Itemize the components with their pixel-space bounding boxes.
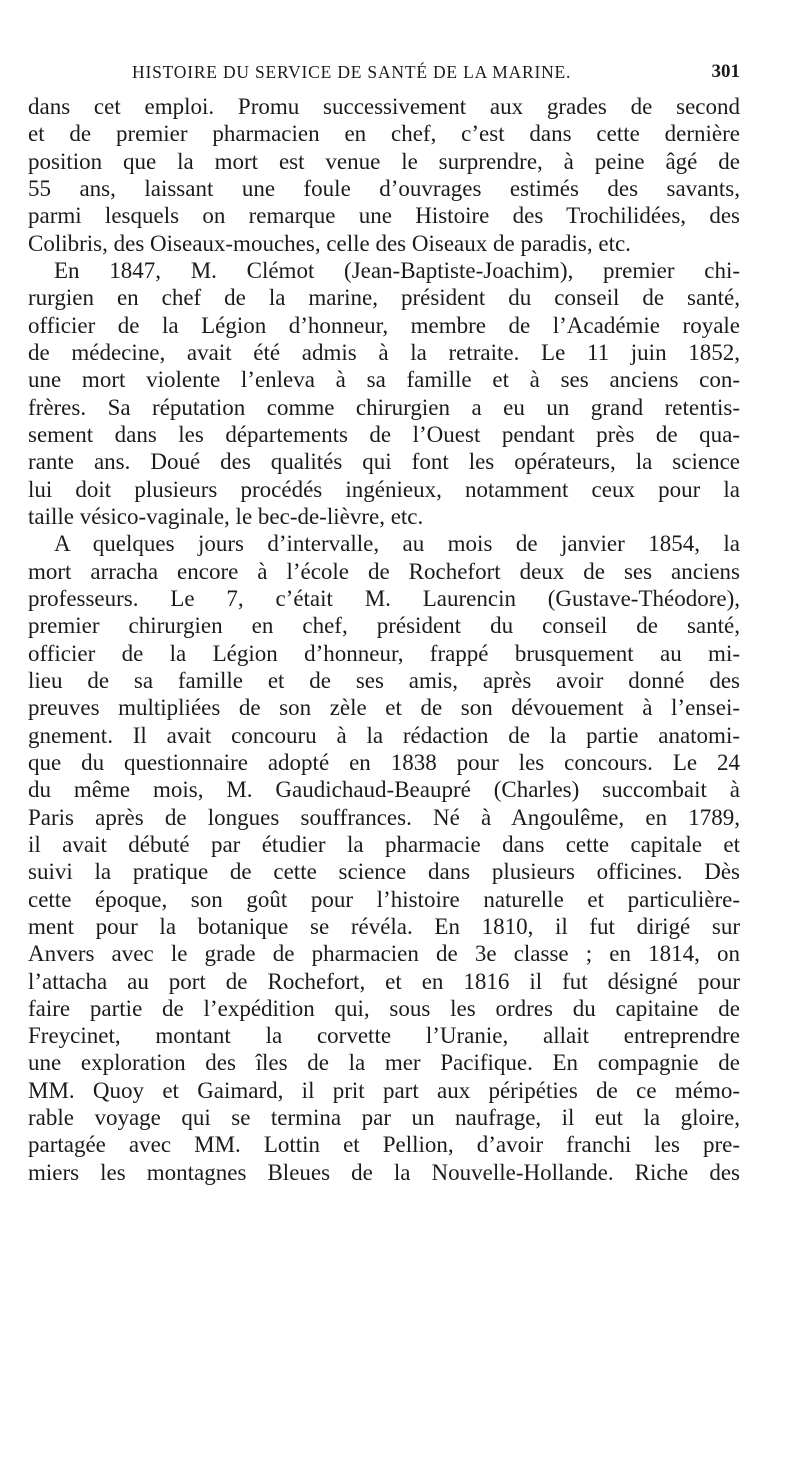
- text-line: de médecine, avait été admis à la retraite. Le 11 juin 1852,: [28, 339, 740, 365]
- text-line: officier de la Légion d’honneur, membre de l’Académie royale: [28, 312, 740, 338]
- text-line: taille vésico-vaginale, le bec-de-lièvre, etc.: [28, 503, 424, 529]
- text-line: Colibris, des Oiseaux-mouches, celle des Oiseaux de paradis, etc.: [28, 230, 631, 256]
- text-line: 55 ans, laissant une foule d’ouvrages estimés des savants,: [28, 175, 740, 201]
- text-line: Freycinet, montant la corvette l’Uranie, allait entreprendre: [28, 1023, 740, 1049]
- text-line: que du questionnaire adopté en 1838 pour les concours. Le 24: [28, 749, 740, 775]
- text-line: lieu de sa famille et de ses amis, après avoir donné des: [28, 667, 740, 693]
- text-line: cette époque, son goût pour l’histoire naturelle et particulière-: [28, 886, 740, 912]
- text-line: position que la mort est venue le surprendre, à peine âgé de: [28, 148, 740, 174]
- text-line: sement dans les départements de l’Ouest pendant près de qua-: [28, 421, 740, 447]
- text-line: parmi lesquels on remarque une Histoire des Trochilidées, des: [28, 203, 740, 229]
- body-text: [28, 93, 740, 1186]
- text-line: du même mois, M. Gaudichaud-Beaupré (Charles) succombait à: [28, 777, 740, 803]
- text-line: suivi la pratique de cette science dans plusieurs officines. Dès: [28, 859, 740, 885]
- text-line: il avait débuté par étudier la pharmacie dans cette capitale et: [28, 831, 740, 857]
- text-line: faire partie de l’expédition qui, sous les ordres du capitaine de: [28, 995, 740, 1021]
- text-line: premier chirurgien en chef, président du conseil de santé,: [28, 613, 740, 639]
- text-line: Anvers avec le grade de pharmacien de 3e classe ; en 1814, on: [28, 941, 740, 967]
- text-line: A quelques jours d’intervalle, au mois de janvier 1854, la: [54, 531, 740, 557]
- text-line: En 1847, M. Clémot (Jean-Baptiste-Joachim), premier chi-: [54, 257, 740, 283]
- text-line: frères. Sa réputation comme chirurgien a eu un grand retentis-: [28, 394, 740, 420]
- text-line: preuves multipliées de son zèle et de son dévouement à l’ensei-: [28, 695, 740, 721]
- text-line: une mort violente l’enleva à sa famille et à ses anciens con-: [28, 367, 740, 393]
- text-line: professeurs. Le 7, c’était M. Laurencin (Gustave-Théodore),: [28, 585, 740, 611]
- running-head: [28, 60, 740, 90]
- text-line: rable voyage qui se termina par un naufrage, il eut la gloire,: [28, 1105, 740, 1131]
- text-line: l’attacha au port de Rochefort, et en 1816 il fut désigné pour: [28, 968, 740, 994]
- text-line: officier de la Légion d’honneur, frappé brusquement au mi-: [28, 640, 740, 666]
- text-line: ment pour la botanique se révéla. En 1810, il fut dirigé sur: [28, 913, 740, 939]
- text-line: une exploration des îles de la mer Pacifique. En compagnie de: [28, 1050, 740, 1076]
- text-line: rurgien en chef de la marine, président du conseil de santé,: [28, 285, 740, 311]
- text-line: Paris après de longues souffrances. Né à Angoulême, en 1789,: [28, 804, 740, 830]
- text-line: mort arracha encore à l’école de Rochefort deux de ses anciens: [28, 558, 740, 584]
- text-line: rante ans. Doué des qualités qui font les opérateurs, la science: [28, 449, 740, 475]
- text-line: dans cet emploi. Promu successivement aux grades de second: [28, 94, 740, 119]
- text-line: et de premier pharmacien en chef, c’est dans cette dernière: [28, 121, 740, 147]
- text-line: lui doit plusieurs procédés ingénieux, notamment ceux pour la: [28, 476, 740, 502]
- text-line: gnement. Il avait concouru à la rédaction de la partie anatomi-: [28, 722, 740, 748]
- page-number: 301: [711, 61, 740, 82]
- text-line: miers les montagnes Bleues de la Nouvelle-Hollande. Riche des: [28, 1159, 740, 1185]
- text-line: MM. Quoy et Gaimard, il prit part aux péripéties de ce mémo-: [28, 1077, 740, 1103]
- running-head-title: HISTOIRE DU SERVICE DE SANTÉ DE LA MARINE.: [132, 62, 572, 82]
- text-line: partagée avec MM. Lottin et Pellion, d’avoir franchi les pre-: [28, 1132, 740, 1158]
